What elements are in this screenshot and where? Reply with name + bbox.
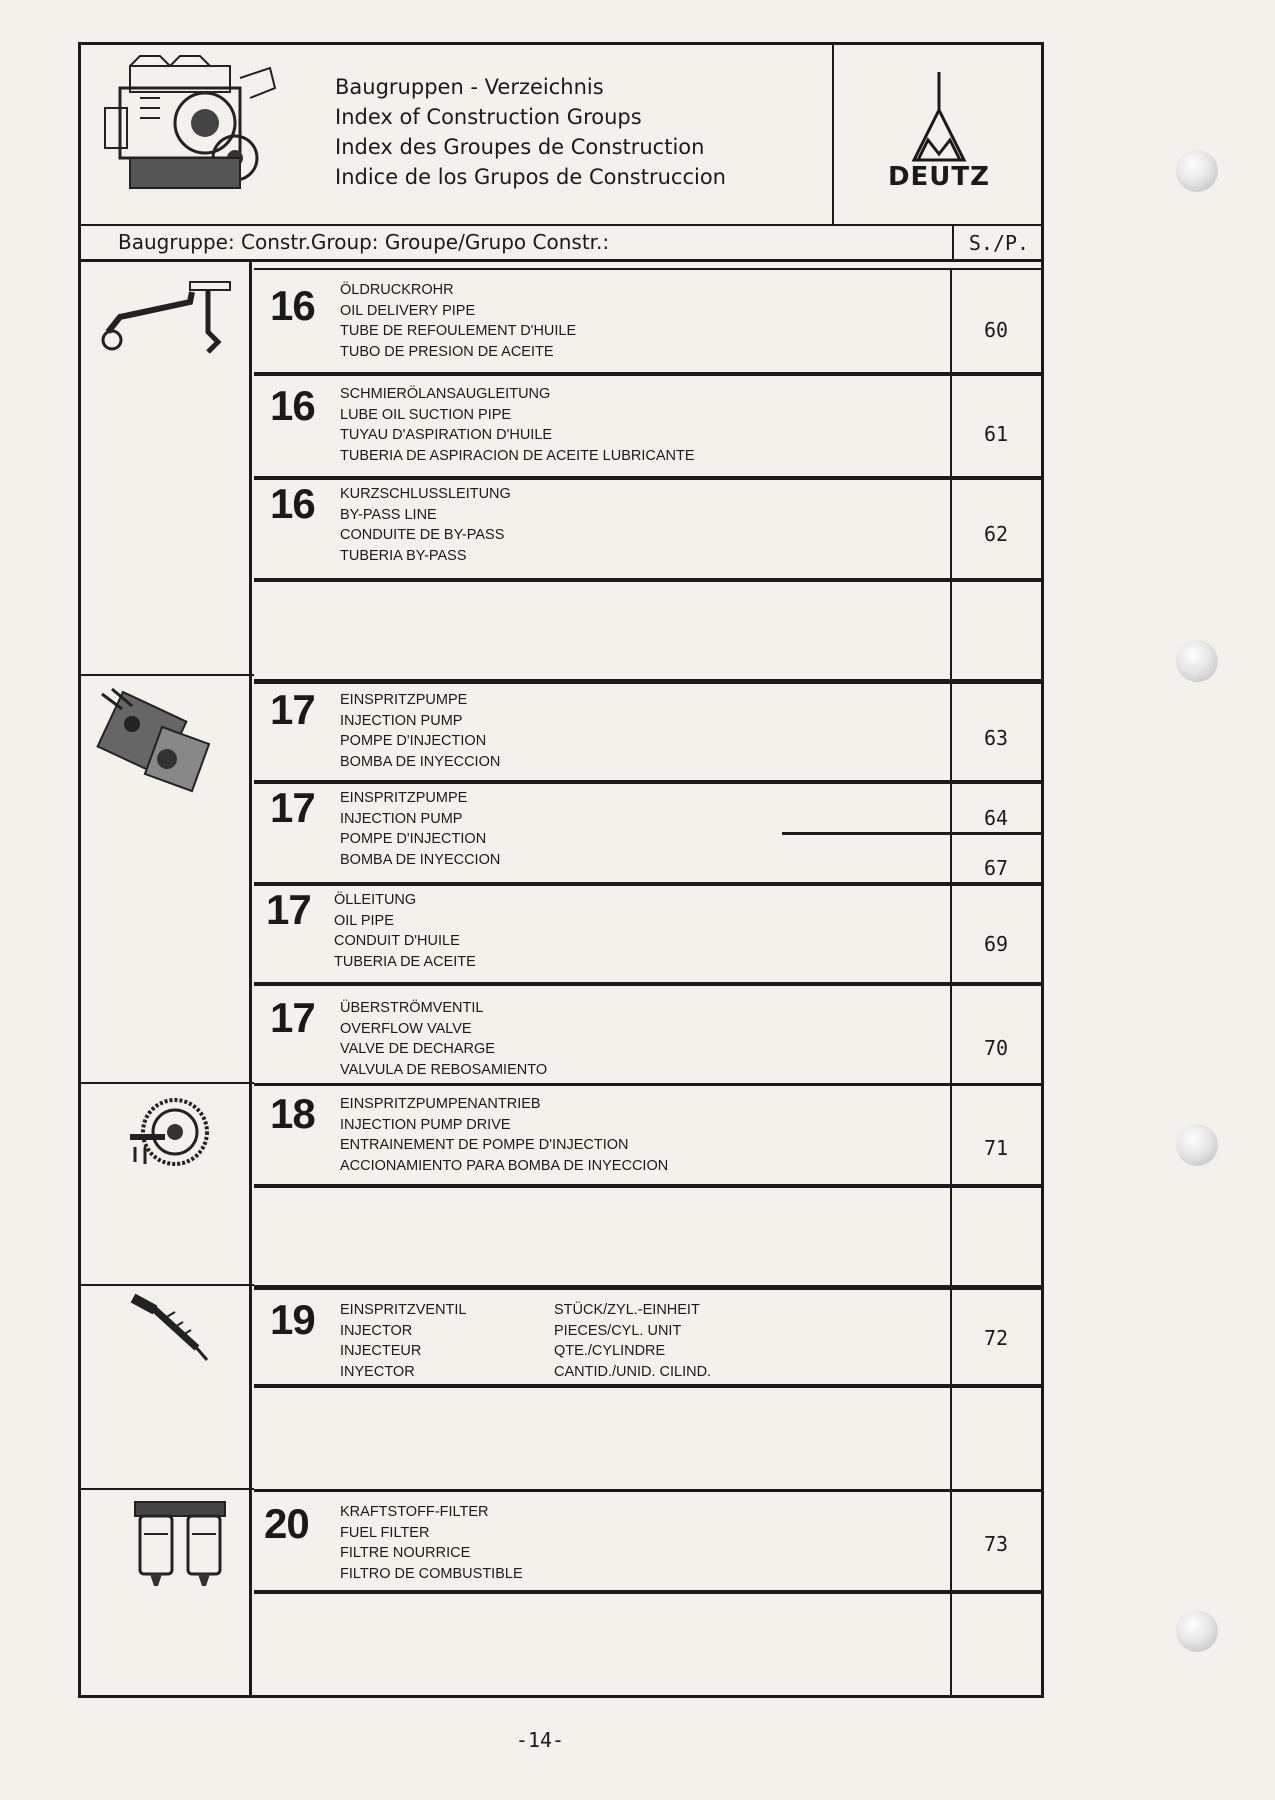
desc-fr: TUYAU D'ASPIRATION D'HUILE bbox=[340, 427, 553, 443]
injector-illustration bbox=[125, 1288, 215, 1368]
pump-drive-illustration bbox=[120, 1092, 210, 1182]
unit-de: STÜCK/ZYL.-EINHEIT bbox=[554, 1302, 700, 1318]
title-es: Indice de los Grupos de Construccion bbox=[335, 165, 726, 189]
group-number: 16 bbox=[270, 382, 315, 429]
section-divider bbox=[78, 1488, 254, 1490]
page-number[interactable]: 72 bbox=[983, 1326, 1009, 1350]
group-description bbox=[340, 484, 511, 566]
desc-es: TUBO DE PRESION DE ACEITE bbox=[340, 343, 554, 360]
desc-de: EINSPRITZVENTIL bbox=[340, 1302, 467, 1318]
table-row bbox=[254, 476, 1042, 582]
page-number[interactable]: 63 bbox=[983, 726, 1009, 750]
desc-es: ACCIONAMIENTO PARA BOMBA DE INYECCION bbox=[340, 1157, 669, 1174]
desc-de: EINSPRITZPUMPE bbox=[340, 790, 468, 806]
desc-en: INJECTION PUMP DRIVE bbox=[340, 1116, 511, 1133]
logo-box bbox=[832, 42, 1044, 226]
title-fr: Index des Groupes de Construction bbox=[335, 135, 705, 159]
page-cell bbox=[950, 1386, 1042, 1489]
page-number[interactable]: 64 bbox=[983, 806, 1009, 830]
desc-en: LUBE OIL SUCTION PIPE bbox=[340, 406, 512, 423]
section-divider bbox=[78, 1082, 254, 1084]
table-row bbox=[254, 780, 1042, 886]
table-row bbox=[254, 1288, 1042, 1388]
desc-en: INJECTION PUMP bbox=[340, 810, 463, 827]
group-description bbox=[340, 384, 695, 466]
desc-es: TUBERIA BY-PASS bbox=[340, 547, 467, 564]
subheader-label: Baugruppe: Constr.Group: Groupe/Grupo Constr.: bbox=[118, 230, 610, 254]
desc-fr: VALVE DE DECHARGE bbox=[340, 1041, 495, 1057]
page-cell bbox=[950, 1186, 1042, 1285]
group-number: 17 bbox=[270, 686, 315, 733]
desc-fr: TUBE DE REFOULEMENT D'HUILE bbox=[340, 323, 577, 339]
empty-row bbox=[254, 578, 1042, 682]
deutz-logo-text: DEUTZ bbox=[887, 162, 991, 192]
desc-de: ÖLLEITUNG bbox=[334, 892, 417, 908]
section-divider bbox=[78, 1284, 254, 1286]
desc-es: INYECTOR bbox=[340, 1363, 415, 1380]
desc-de: EINSPRITZPUMPE bbox=[340, 692, 468, 708]
unit-es: CANTID./UNID. CILIND. bbox=[554, 1363, 712, 1380]
desc-es: FILTRO DE COMBUSTIBLE bbox=[340, 1565, 523, 1582]
table-row bbox=[254, 372, 1042, 480]
deutz-logo-icon bbox=[904, 70, 974, 166]
binder-hole bbox=[1176, 1124, 1218, 1166]
group-description bbox=[340, 788, 500, 870]
subheader bbox=[78, 224, 1044, 262]
group-description bbox=[340, 1094, 668, 1176]
desc-fr: POMPE D'INJECTION bbox=[340, 831, 487, 847]
oil-pipe-illustration bbox=[100, 272, 240, 362]
group-number: 17 bbox=[266, 886, 311, 933]
desc-fr: POMPE D'INJECTION bbox=[340, 733, 487, 749]
desc-fr: CONDUIT D'HUILE bbox=[334, 933, 460, 949]
table-row bbox=[254, 1084, 1042, 1188]
desc-en: INJECTION PUMP bbox=[340, 712, 463, 729]
desc-de: EINSPRITZPUMPENANTRIEB bbox=[340, 1096, 541, 1112]
desc-en: OVERFLOW VALVE bbox=[340, 1020, 472, 1037]
unit-description bbox=[554, 1300, 711, 1382]
desc-de: ÜBERSTRÖMVENTIL bbox=[340, 1000, 484, 1016]
page-number[interactable]: 71 bbox=[983, 1136, 1009, 1160]
table-row bbox=[254, 268, 1042, 376]
table-row bbox=[254, 1490, 1042, 1594]
group-description bbox=[334, 890, 476, 972]
page-number[interactable]: 62 bbox=[983, 522, 1009, 546]
empty-row bbox=[254, 1590, 1042, 1696]
page-number[interactable]: 70 bbox=[983, 1036, 1009, 1060]
group-description bbox=[340, 1300, 467, 1382]
unit-fr: QTE./CYLINDRE bbox=[554, 1343, 666, 1359]
desc-fr: ENTRAINEMENT DE POMPE D'INJECTION bbox=[340, 1137, 629, 1153]
group-number: 16 bbox=[270, 480, 315, 527]
empty-row bbox=[254, 1184, 1042, 1288]
table-row bbox=[254, 682, 1042, 784]
page-cell bbox=[950, 580, 1042, 679]
engine-illustration bbox=[100, 48, 290, 208]
group-number: 18 bbox=[270, 1090, 315, 1137]
group-description bbox=[340, 1502, 523, 1584]
header-titles bbox=[335, 72, 726, 192]
page-cell bbox=[950, 984, 1042, 1083]
desc-es: TUBERIA DE ACEITE bbox=[334, 953, 476, 970]
binder-hole bbox=[1176, 640, 1218, 682]
desc-es: VALVULA DE REBOSAMIENTO bbox=[340, 1061, 548, 1078]
desc-en: INJECTOR bbox=[340, 1322, 413, 1339]
desc-es: TUBERIA DE ASPIRACION DE ACEITE LUBRICANTE bbox=[340, 447, 695, 464]
desc-fr: INJECTEUR bbox=[340, 1343, 422, 1359]
title-en: Index of Construction Groups bbox=[335, 105, 642, 129]
group-number: 17 bbox=[270, 784, 315, 831]
desc-es: BOMBA DE INYECCION bbox=[340, 851, 501, 868]
desc-en: FUEL FILTER bbox=[340, 1524, 430, 1541]
group-description bbox=[340, 280, 576, 362]
subheader-page-label: S./P. bbox=[952, 226, 1044, 259]
desc-de: KURZSCHLUSSLEITUNG bbox=[340, 486, 511, 502]
group-number: 16 bbox=[270, 282, 315, 329]
desc-de: KRAFTSTOFF-FILTER bbox=[340, 1504, 489, 1520]
binder-hole bbox=[1176, 1610, 1218, 1652]
title-de: Baugruppen - Verzeichnis bbox=[335, 75, 604, 99]
desc-en: OIL PIPE bbox=[334, 912, 394, 929]
group-number: 20 bbox=[264, 1500, 309, 1547]
desc-en: OIL DELIVERY PIPE bbox=[340, 302, 476, 319]
group-number: 19 bbox=[270, 1296, 315, 1343]
fuel-filter-illustration bbox=[130, 1494, 230, 1594]
binder-hole bbox=[1176, 150, 1218, 192]
empty-row bbox=[254, 1384, 1042, 1492]
table-row bbox=[254, 982, 1042, 1086]
illustration-column bbox=[78, 262, 252, 1698]
page-number[interactable]: 69 bbox=[983, 932, 1009, 956]
desc-es: BOMBA DE INYECCION bbox=[340, 753, 501, 770]
desc-fr: CONDUITE DE BY-PASS bbox=[340, 527, 505, 543]
page-number[interactable]: 60 bbox=[983, 318, 1009, 342]
page-number-end[interactable]: 67 bbox=[983, 856, 1009, 880]
page-number[interactable]: 61 bbox=[983, 422, 1009, 446]
injection-pump-illustration bbox=[92, 684, 222, 804]
page-footer: -14- bbox=[515, 1728, 565, 1752]
page-number[interactable]: 73 bbox=[983, 1532, 1009, 1556]
group-description bbox=[340, 690, 500, 772]
page-cell bbox=[950, 1592, 1042, 1696]
table-row bbox=[254, 882, 1042, 986]
desc-fr: FILTRE NOURRICE bbox=[340, 1545, 471, 1561]
section-divider bbox=[78, 674, 254, 676]
unit-en: PIECES/CYL. UNIT bbox=[554, 1322, 682, 1339]
group-number: 17 bbox=[270, 994, 315, 1041]
group-description bbox=[340, 998, 547, 1080]
desc-de: ÖLDRUCKROHR bbox=[340, 282, 454, 298]
desc-de: SCHMIERÖLANSAUGLEITUNG bbox=[340, 386, 551, 402]
desc-en: BY-PASS LINE bbox=[340, 506, 437, 523]
